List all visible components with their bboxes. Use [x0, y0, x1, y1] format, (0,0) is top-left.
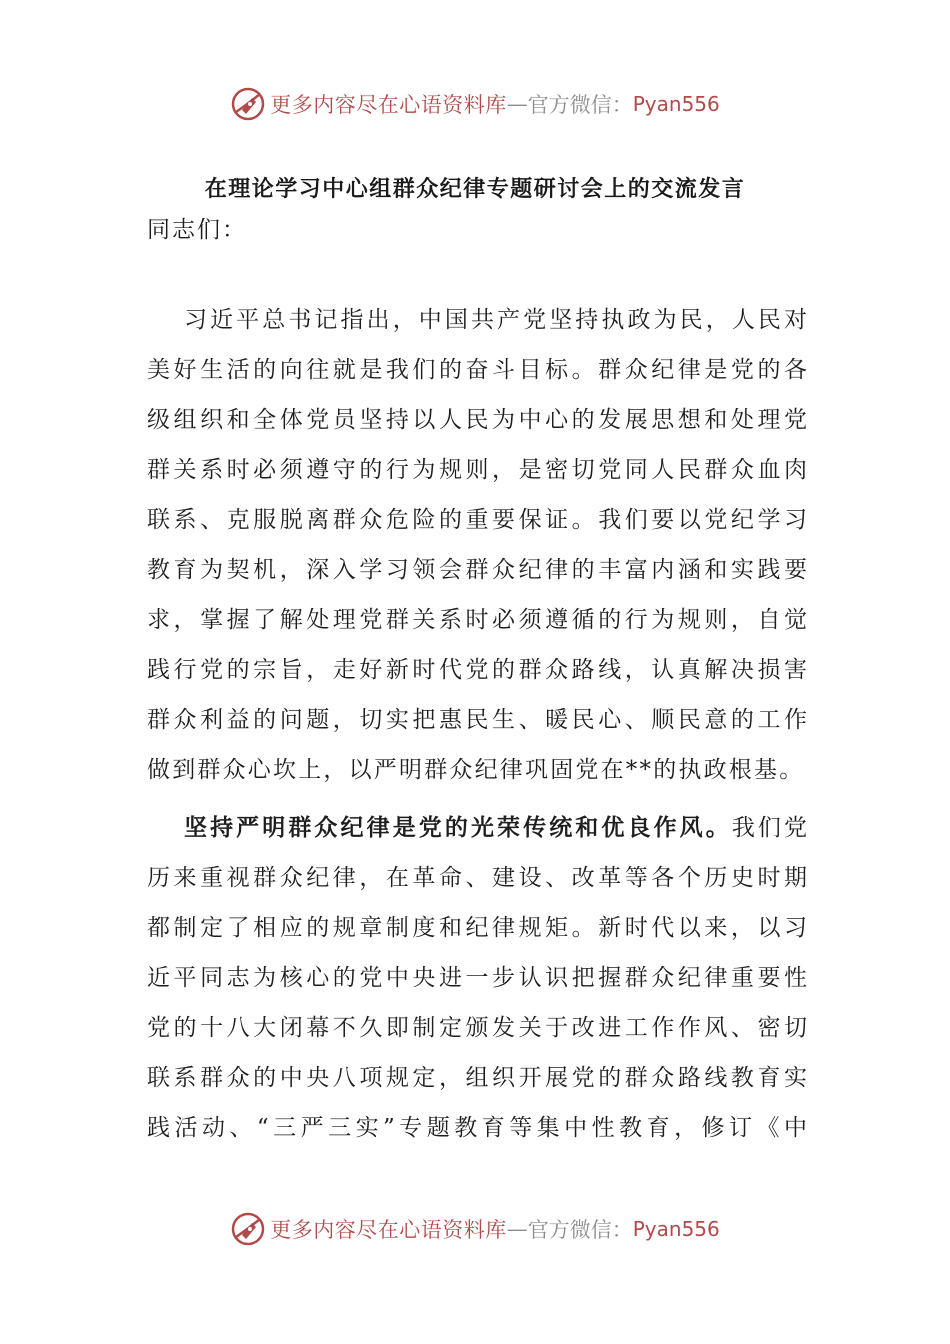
paragraph-text: 我们党: [731, 815, 807, 841]
banner-wechat-id: Pyan556: [632, 1217, 720, 1241]
paragraph-line: 都制定了相应的规章制度和纪律规矩。新时代以来，以习: [147, 915, 807, 941]
paragraph-line: 历来重视群众纪律，在革命、建设、改革等各个历史时期: [147, 865, 807, 891]
paragraph-heading: 坚持严明群众纪律是党的光荣传统和优良作风。: [184, 814, 732, 841]
paragraph-line: 做到群众心坎上，以严明群众纪律巩固党在**的执政根基。: [147, 757, 805, 783]
banner-label: 官方微信：: [527, 1218, 633, 1242]
paragraph-line: 求，掌握了解处理党群关系时必须遵循的行为规则，自觉: [147, 607, 807, 633]
paragraph-line: 近平同志为核心的党中央进一步认识把握群众纪律重要性: [147, 965, 807, 991]
pen-nib-logo-icon: [230, 86, 266, 122]
paragraph-line: 教育为契机，深入学习领会群众纪律的丰富内涵和实践要: [147, 557, 807, 583]
greeting: 同志们：: [147, 217, 247, 243]
banner-separator: —: [506, 92, 528, 116]
footer-banner: [0, 1209, 950, 1249]
paragraph-line: 党的十八大闭幕不久即制定颁发关于改进工作作风、密切: [147, 1015, 807, 1041]
banner-separator: —: [506, 1217, 528, 1241]
paragraph-line: 级组织和全体党员坚持以人民为中心的发展思想和处理党: [147, 407, 807, 433]
paragraph-line: 群众利益的问题，切实把惠民生、暖民心、顺民意的工作: [147, 707, 807, 733]
pen-nib-logo-icon: [230, 1211, 266, 1247]
paragraph-line: 践活动、“三严三实”专题教育等集中性教育，修订《中: [147, 1115, 807, 1141]
banner-label: 官方微信：: [527, 93, 633, 117]
paragraph-line: 美好生活的向往就是我们的奋斗目标。群众纪律是党的各: [147, 357, 807, 383]
paragraph-line: 践行党的宗旨，走好新时代党的群众路线，认真解决损害: [147, 657, 807, 683]
document-title: 在理论学习中心组群众纪律专题研讨会上的交流发言: [204, 176, 746, 202]
paragraph-line: 习近平总书记指出，中国共产党坚持执政为民，人民对: [184, 307, 807, 333]
header-banner: [0, 84, 950, 124]
banner-main-text: 更多内容尽在心语资料库: [270, 93, 507, 117]
banner-main-text: 更多内容尽在心语资料库: [270, 1218, 507, 1242]
paragraph-line: 联系群众的中央八项规定，组织开展党的群众路线教育实: [147, 1065, 807, 1091]
paragraph-line: [184, 803, 807, 853]
banner-wechat-id: Pyan556: [632, 92, 720, 116]
paragraph-line: 群关系时必须遵守的行为规则，是密切党同人民群众血肉: [147, 457, 807, 483]
paragraph-line: 联系、克服脱离群众危险的重要保证。我们要以党纪学习: [147, 507, 807, 533]
